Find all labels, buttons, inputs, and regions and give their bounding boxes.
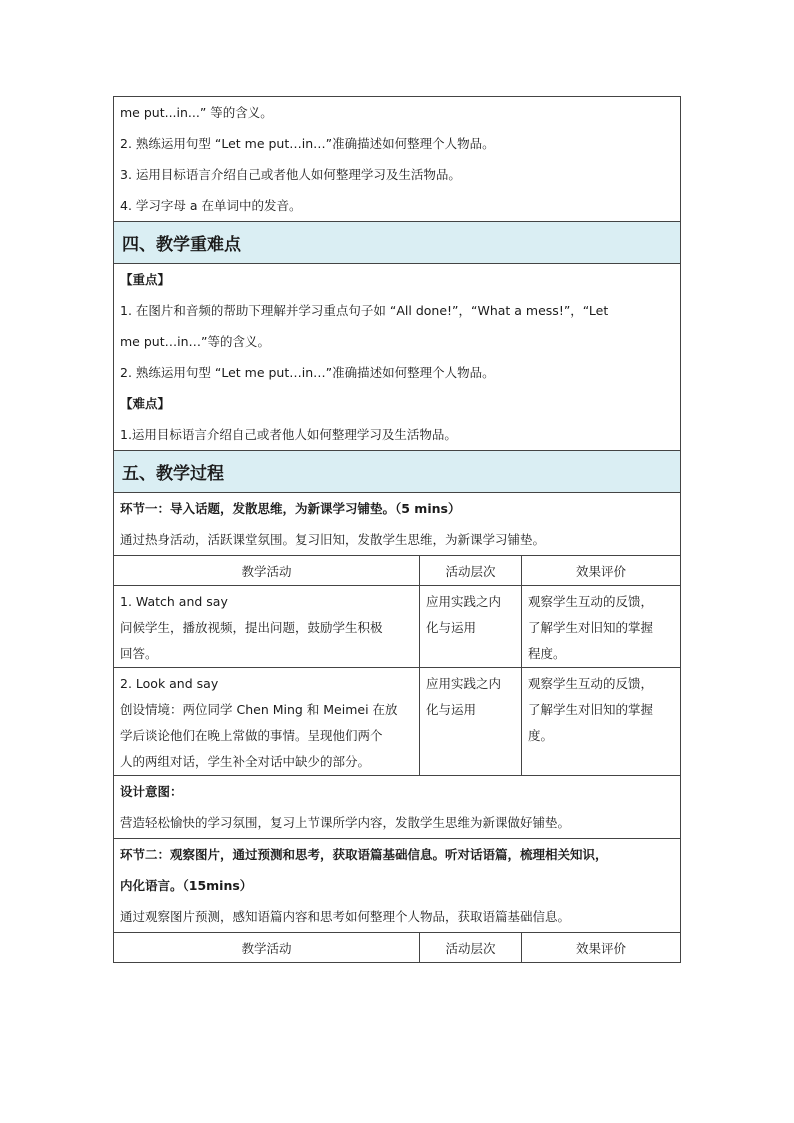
stage2-intro (114, 839, 681, 933)
activity-line: 1. Watch and say (120, 594, 228, 609)
stage2-heading: 内化语言。（15mins） (120, 878, 253, 893)
activity-line: 2. Look and say (120, 676, 219, 691)
design-intent-label: 设计意图： (120, 784, 183, 799)
design-intent-block (114, 776, 681, 839)
lesson-plan-table (113, 96, 681, 963)
activity-line: 创设情境：两位同学 Chen Ming 和 Meimei 在放 (120, 702, 398, 717)
level-line: 化与运用 (426, 620, 477, 635)
stage1-heading: 环节一：导入话题，发散思维，为新课学习铺垫。（5 mins） (120, 501, 461, 516)
key-point-line: 2. 熟练运用句型 “Let me put…in…”准确描述如何整理个人物品。 (120, 365, 495, 380)
objective-line: me put...in...” 等的含义。 (120, 105, 273, 120)
evaluation-line: 程度。 (528, 646, 566, 661)
level-line: 应用实践之内 (426, 594, 502, 609)
activity-cell (114, 668, 420, 776)
table-row (114, 668, 681, 776)
objective-line: 3. 运用目标语言介绍自己或者他人如何整理学习及生活物品。 (120, 167, 461, 182)
lesson-plan-document (113, 96, 680, 963)
evaluation-cell (522, 586, 681, 668)
column-header-level: 活动层次 (420, 556, 522, 586)
key-points-block (114, 264, 681, 451)
activity-line: 回答。 (120, 646, 158, 661)
evaluation-line: 了解学生对旧知的掌握 (528, 620, 654, 635)
column-header-activity: 教学活动 (114, 556, 420, 586)
objectives-block (114, 97, 681, 222)
level-line: 化与运用 (426, 702, 477, 717)
evaluation-cell (522, 668, 681, 776)
difficulty-line: 1.运用目标语言介绍自己或者他人如何整理学习及生活物品。 (120, 427, 457, 442)
level-cell (420, 668, 522, 776)
column-header-evaluation: 效果评价 (522, 556, 681, 586)
stage2-heading: 环节二：观察图片，通过预测和思考，获取语篇基础信息。听对话语篇，梳理相关知识， (120, 847, 608, 862)
evaluation-line: 了解学生对旧知的掌握 (528, 702, 654, 717)
design-intent-text: 营造轻松愉快的学习氛围，复习上节课所学内容，发散学生思维为新课做好铺垫。 (120, 815, 571, 830)
evaluation-line: 观察学生互动的反馈， (528, 594, 654, 609)
key-point-line: 1. 在图片和音频的帮助下理解并学习重点句子如 “All done!”，“What a mess!”，“Let (120, 303, 609, 318)
section-heading-key-points: 四、教学重难点 (114, 222, 681, 264)
level-cell (420, 586, 522, 668)
difficulty-label: 【难点】 (120, 396, 171, 411)
stage1-intro (114, 493, 681, 556)
column-header-evaluation: 效果评价 (522, 933, 681, 963)
activity-cell (114, 586, 420, 668)
activity-line: 人的两组对话，学生补全对话中缺少的部分。 (120, 754, 371, 769)
objective-line: 2. 熟练运用句型 “Let me put…in…”准确描述如何整理个人物品。 (120, 136, 495, 151)
section-heading-teaching-process: 五、教学过程 (114, 451, 681, 493)
evaluation-line: 度。 (528, 728, 554, 743)
evaluation-line: 观察学生互动的反馈， (528, 676, 654, 691)
activity-line: 问候学生，播放视频，提出问题，鼓励学生积极 (120, 620, 383, 635)
key-points-label: 【重点】 (120, 272, 171, 287)
column-header-level: 活动层次 (420, 933, 522, 963)
activity-line: 学后谈论他们在晚上常做的事情。呈现他们两个 (120, 728, 383, 743)
key-point-line: me put…in…”等的含义。 (120, 334, 270, 349)
stage2-description: 通过观察图片预测，感知语篇内容和思考如何整理个人物品，获取语篇基础信息。 (120, 909, 571, 924)
level-line: 应用实践之内 (426, 676, 502, 691)
stage1-description: 通过热身活动，活跃课堂氛围。复习旧知，发散学生思维，为新课学习铺垫。 (120, 532, 546, 547)
table-row (114, 586, 681, 668)
column-header-activity: 教学活动 (114, 933, 420, 963)
objective-line: 4. 学习字母 a 在单词中的发音。 (120, 198, 302, 213)
